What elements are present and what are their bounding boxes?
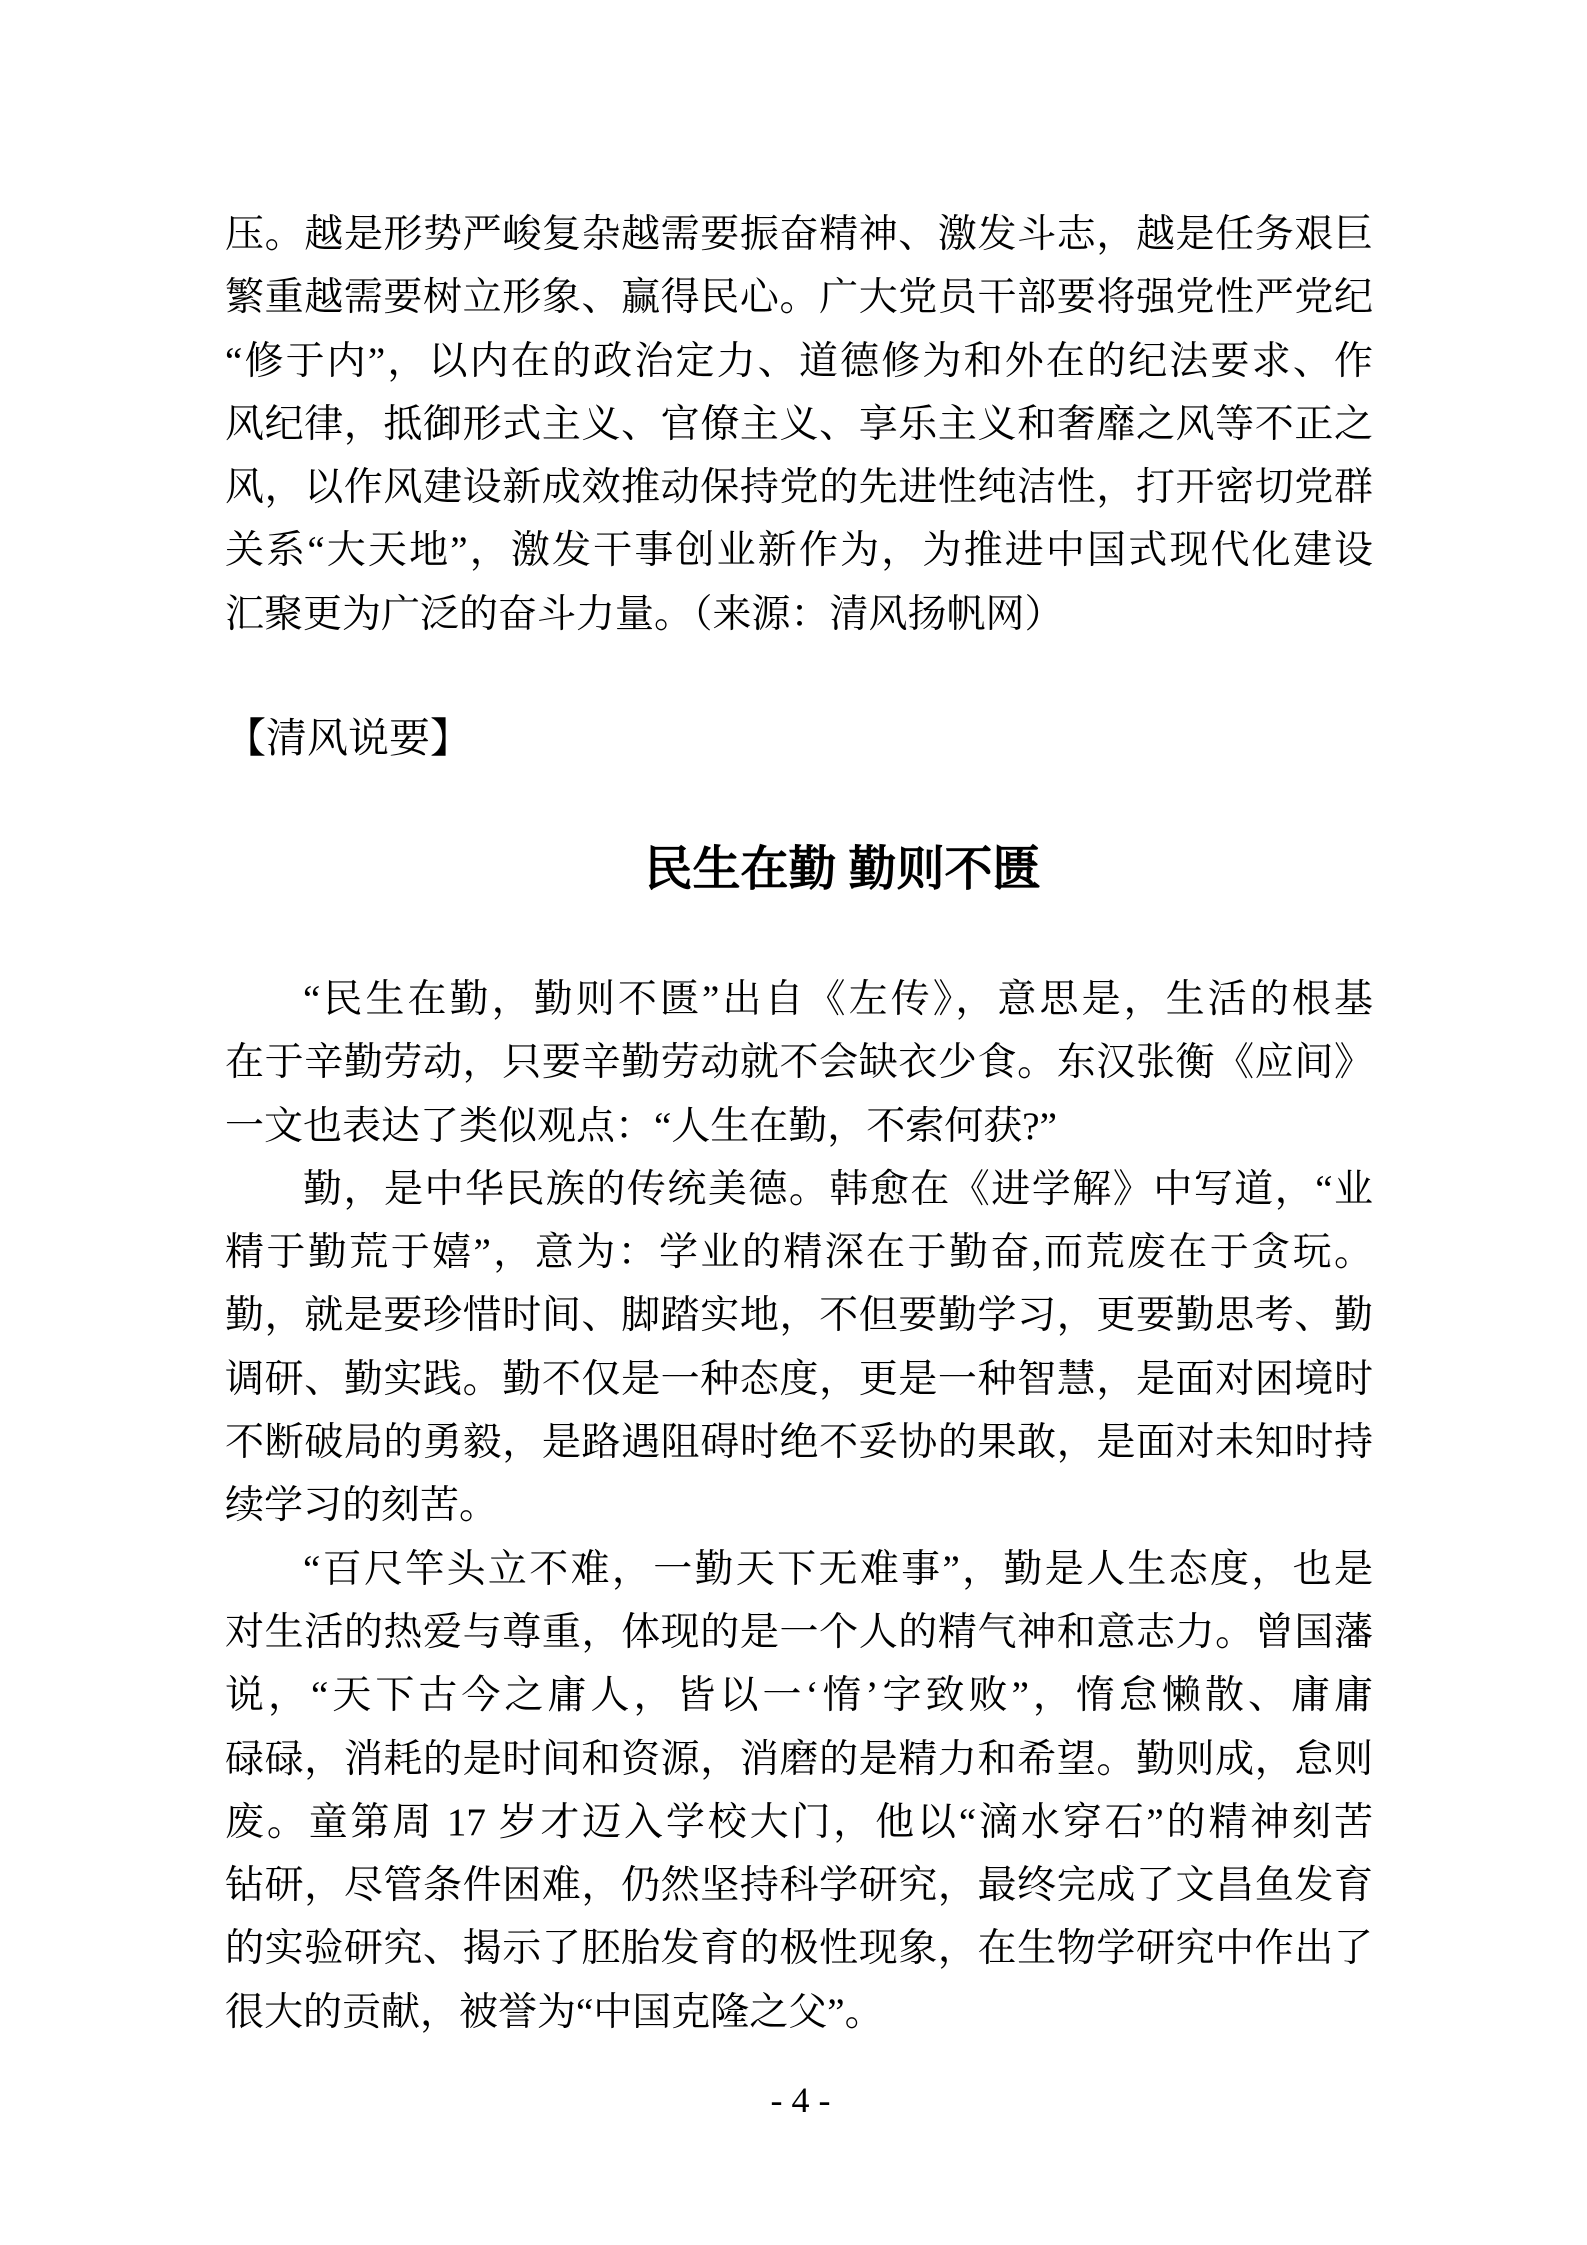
text-line: 压。越是形势严峻复杂越需要振奋精神、激发斗志，越是任务艰巨 [225,213,1373,256]
text-line: 勤，就是要珍惜时间、脚踏实地，不但要勤学习，更要勤思考、勤 [225,1294,1373,1338]
text-line: 碌碌，消耗的是时间和资源，消磨的是精力和希望。勤则成，怠则 [225,1737,1373,1781]
text-line: 很大的贡献，被誉为“中国克隆之父”。 [225,1990,884,2034]
text-line: 调研、勤实践。勤不仅是一种态度，更是一种智慧，是面对困境时 [225,1357,1373,1401]
text-line: 精于勤荒于嬉”，意为：学业的精深在于勤奋,而荒废在于贪玩。 [225,1231,1373,1275]
text-line: “百尺竿头立不难，一勤天下无难事”，勤是人生态度，也是 [303,1547,1373,1591]
text-line: 不断破局的勇毅，是路遇阻碍时绝不妥协的果敢，是面对未知时持 [225,1421,1373,1465]
text-line: 对生活的热爱与尊重，体现的是一个人的精气神和意志力。曾国藩 [225,1610,1373,1654]
text-line: 一文也表达了类似观点：“人生在勤，不索何获?” [225,1104,1057,1148]
text-line: 钻研，尽管条件困难，仍然坚持科学研究，最终完成了文昌鱼发育 [225,1864,1373,1908]
text-line: 的实验研究、揭示了胚胎发育的极性现象，在生物学研究中作出了 [225,1927,1373,1971]
text-line: 风纪律，抵御形式主义、官僚主义、享乐主义和奢靡之风等不正之 [225,402,1373,446]
page-number: - 4 - [770,2080,831,2120]
text-line: 风，以作风建设新成效推动保持党的先进性纯洁性，打开密切党群 [225,466,1373,510]
top-paragraph [225,203,1373,646]
text-line: 废。童第周 17 岁才迈入学校大门，他以“滴水穿石”的精神刻苦 [225,1800,1373,1844]
text-line: 汇聚更为广泛的奋斗力量。（来源：清风扬帆网） [225,592,1064,636]
text-line: 繁重越需要树立形象、赢得民心。广大党员干部要将强党性严党纪 [225,276,1373,320]
text-line: 关系“大天地”，激发干事创业新作为，为推进中国式现代化建设 [225,529,1373,573]
text-line: 勤，是中华民族的传统美德。韩愈在《进学解》中写道，“业 [303,1167,1373,1211]
text-line: 说，“天下古今之庸人，皆以一‘惰’字致败”，惰怠懒散、庸庸 [225,1674,1373,1718]
text-line: 续学习的刻苦。 [225,1484,499,1528]
article-title: 民生在勤 勤则不匮 [644,843,1041,896]
text-line: 在于辛勤劳动，只要辛勤劳动就不会缺衣少食。东汉张衡《应间》 [225,1041,1373,1085]
article-body [225,968,1373,2044]
section-label: 【清风说要】 [225,715,471,761]
text-line: “民生在勤，勤则不匮”出自《左传》，意思是，生活的根基 [303,978,1373,1021]
text-line: “修于内”，以内在的政治定力、道德修为和外在的纪法要求、作 [225,339,1373,383]
